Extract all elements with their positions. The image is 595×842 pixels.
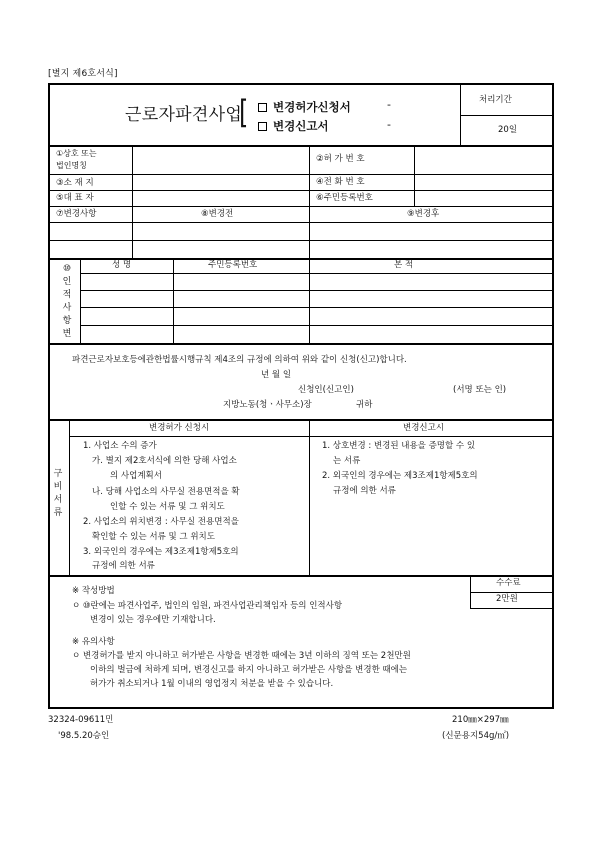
signature-label: (서명 또는 인) [453,385,507,395]
checkbox-permit[interactable] [258,103,267,112]
field-phone-label: ④전 화 번 호 [316,177,365,187]
field-resident-no-label: ⑥주민등록번호 [316,193,373,203]
honorific-label: 귀하 [356,400,373,410]
option-permit-dash: - [387,98,391,111]
docs-char: 비 [53,482,63,492]
input-company-name[interactable] [135,161,305,173]
field-location-label: ③소 재 지 [56,178,94,188]
docs-char: 서 [53,495,63,505]
field-before-label: ⑧변경전 [201,209,234,219]
bracket-left: [ [239,93,249,131]
processing-period-label: 처리기간 [479,95,512,105]
docs-char: 류 [53,508,63,518]
field-company-name-label: ①상호 또는 [56,149,97,158]
writing-line: 변경이 있는 경우에만 기재합니다. [90,615,216,625]
caution-line: ㅇ 변경허가를 받지 아니하고 허가받은 사항을 변경한 때에는 3년 이하의 징역 또는 2천만원 [72,651,411,661]
footer-approval: '98.5.20승인 [58,731,110,741]
option-report-dash: - [387,118,391,131]
personnel-char: 항 [62,316,72,326]
personnel-address-header: 본 적 [394,260,414,270]
option-report-label: 변경신고서 [273,119,329,133]
option-change-report[interactable] [258,120,329,133]
footer-size: 210㎜×297㎜ [452,715,509,725]
footer-code: 32324-09611민 [48,715,114,725]
field-change-item-label: ⑦변경사항 [56,209,97,219]
docs-report-item: 1. 상호변경 : 변경된 내용을 증명할 수 있 [322,441,476,451]
caution-line: 허가가 취소되거나 1월 이내의 영업정지 처분을 받을 수 있습니다. [90,679,334,689]
personnel-char: 변 [62,329,72,339]
docs-permit-item: 나. 당해 사업소의 사무실 전용면적을 확 [92,487,240,497]
field-license-no-label: ②허 가 번 호 [316,154,365,164]
personnel-side-label [60,263,74,341]
docs-permit-item: 인할 수 있는 서류 및 그 위치도 [110,502,225,512]
docs-report-item: 규정에 의한 서류 [333,486,396,496]
form-title: 근로자파견사업 [125,105,243,125]
docs-permit-item: 2. 사업소의 위치변경 : 사무실 전용면적을 [83,517,239,527]
fee-value: 2만원 [496,594,518,604]
input-location[interactable] [135,176,305,188]
personnel-rrn-header: 주민등록번호 [208,260,258,270]
personnel-char: 사 [62,303,72,313]
docs-char: 구 [53,469,63,479]
date-line: 년 월 일 [261,370,292,380]
docs-permit-item: 규정에 의한 서류 [92,561,155,571]
docs-report-item: 는 서류 [333,456,361,466]
input-license-no[interactable] [418,147,550,172]
input-phone[interactable] [418,176,550,188]
field-representative-label: ⑤대 표 자 [56,193,94,203]
docs-permit-item: 가. 별지 제2호서식에 의한 당해 사업소 [92,456,237,466]
field-after-label: ⑨변경후 [407,209,440,219]
recipient-label: 지방노동(청ㆍ사무소)장 [223,400,312,410]
docs-permit-item: 1. 사업소 수의 증가 [83,441,157,451]
docs-permit-item: 3. 외국인의 경우에는 제3조제1항제5호의 [83,547,239,557]
processing-period-value: 20일 [498,125,518,135]
caution-line: 이하의 벌금에 처하게 되며, 변경신고를 하지 아니하고 허가받은 사항을 변경한 때에는 [90,665,408,675]
footer-paper: (신문용지54g/㎡) [442,731,510,741]
checkbox-report[interactable] [258,122,267,131]
writing-line: ㅇ ⑩란에는 파견사업주, 법인의 임원, 파견사업관리책임자 등의 인적사항 [72,601,343,611]
fee-label: 수수료 [496,578,521,588]
input-representative[interactable] [135,192,305,204]
docs-permit-item: 확인할 수 있는 서류 및 그 위치도 [92,532,215,542]
personnel-name-header: 성 명 [112,260,132,270]
statement-text: 파견근로자보호등에관한법률시행규칙 제4조의 규정에 의하여 위와 같이 신청(신고)합니다. [72,355,407,365]
input-resident-no[interactable] [418,192,550,204]
applicant-label: 신청인(신고인) [298,385,354,395]
caution-header: ※ 유의사항 [72,637,115,647]
writing-header: ※ 작성방법 [72,586,115,596]
field-company-name-label-2: 법인명칭 [56,161,87,170]
docs-permit-item: 의 사업계획서 [110,471,162,481]
docs-report-item: 2. 외국인의 경우에는 제3조제1항제5호의 [322,471,478,481]
form-id: [별지 제6호서식] [48,69,118,79]
docs-side-label [51,468,65,520]
personnel-char: 인 [62,277,72,287]
option-change-permit[interactable] [258,101,351,114]
docs-permit-header: 변경허가 신청시 [149,423,210,433]
form-frame [48,83,554,709]
option-permit-label: 변경허가신청서 [273,100,351,114]
docs-report-header: 변경신고시 [403,423,445,433]
personnel-char: 적 [62,290,72,300]
personnel-char: ⑩ [62,264,72,274]
